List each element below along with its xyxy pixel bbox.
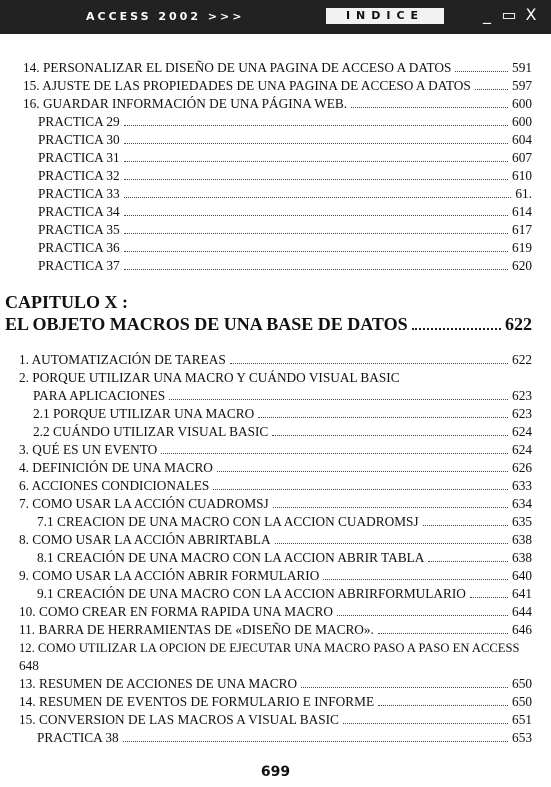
toc-entry: PRACTICA 31 607 bbox=[38, 150, 532, 165]
app-title: ACCESS 2002 >>> bbox=[86, 10, 245, 23]
toc-entry: 14. RESUMEN DE EVENTOS DE FORMULARIO E INFORME 650 bbox=[19, 694, 532, 709]
toc-entry: PRACTICA 37 620 bbox=[38, 258, 532, 273]
toc-entry: 8.1 CREACIÓN DE UNA MACRO CON LA ACCION ABRIR TABLA 638 bbox=[37, 550, 532, 565]
toc-entry: 14. PERSONALIZAR EL DISEÑO DE UNA PAGINA DE ACCESO A DATOS 591 bbox=[23, 60, 532, 75]
toc-entry: 2.2 CUÁNDO UTILIZAR VISUAL BASIC 624 bbox=[33, 424, 532, 439]
toc-entry-page: 648 bbox=[19, 658, 39, 673]
toc-entry: 8. COMO USAR LA ACCIÓN ABRIRTABLA 638 bbox=[19, 532, 532, 547]
toc-entry: PRACTICA 32 610 bbox=[38, 168, 532, 183]
toc-entry: 15. AJUSTE DE LAS PROPIEDADES DE UNA PAGINA DE ACCESO A DATOS 597 bbox=[23, 78, 532, 93]
chapter-heading: CAPITULO X : bbox=[5, 292, 129, 312]
toc-entry: 13. RESUMEN DE ACCIONES DE UNA MACRO 650 bbox=[19, 676, 532, 691]
restore-icon[interactable]: ▭ bbox=[501, 5, 517, 24]
toc-entry: 16. GUARDAR INFORMACIÓN DE UNA PÁGINA WEB. 600 bbox=[23, 96, 532, 111]
close-icon[interactable]: X bbox=[525, 5, 537, 24]
toc-entry: 7. COMO USAR LA ACCIÓN CUADROMSJ 634 bbox=[19, 496, 532, 511]
toc-entry: 3. QUÉ ES UN EVENTO 624 bbox=[19, 442, 532, 457]
toc-entry: PRACTICA 34 614 bbox=[38, 204, 532, 219]
toc-entry: PARA APLICACIONES 623 bbox=[33, 388, 532, 403]
toc-entry: 10. COMO CREAR EN FORMA RAPIDA UNA MACRO 644 bbox=[19, 604, 532, 619]
toc-entry: PRACTICA 33 61. bbox=[38, 186, 532, 201]
page-number: 699 bbox=[260, 764, 291, 780]
toc-entry: 1. AUTOMATIZACIÓN DE TAREAS 622 bbox=[19, 352, 532, 367]
toc-entry: 15. CONVERSION DE LAS MACROS A VISUAL BASIC 651 bbox=[19, 712, 532, 727]
toc-entry: 9.1 CREACIÓN DE UNA MACRO CON LA ACCION ABRIRFORMULARIO 641 bbox=[37, 586, 532, 601]
toc-entry: 6. ACCIONES CONDICIONALES 633 bbox=[19, 478, 532, 493]
toc-entry: 2.1 PORQUE UTILIZAR UNA MACRO 623 bbox=[33, 406, 532, 421]
toc-entry: PRACTICA 35 617 bbox=[38, 222, 532, 237]
toc-entry-line: 12. COMO UTILIZAR LA OPCION DE EJECUTAR UNA MACRO PASO A PASO EN ACCESS bbox=[19, 641, 520, 655]
toc-entry: PRACTICA 36 619 bbox=[38, 240, 532, 255]
toc-entry: 11. BARRA DE HERRAMIENTAS DE «DISEÑO DE MACRO». 646 bbox=[19, 622, 532, 637]
toc-entry: 9. COMO USAR LA ACCIÓN ABRIR FORMULARIO 640 bbox=[19, 568, 532, 583]
toc-entry: PRACTICA 30 604 bbox=[38, 132, 532, 147]
toc-entry: 7.1 CREACION DE UNA MACRO CON LA ACCION CUADROMSJ 635 bbox=[37, 514, 532, 529]
minimize-icon[interactable]: _ bbox=[483, 5, 491, 24]
chapter-title-entry: EL OBJETO MACROS DE UNA BASE DE DATOS 622 bbox=[5, 314, 532, 334]
toc-entry-line: 2. PORQUE UTILIZAR UNA MACRO Y CUÁNDO VISUAL BASIC bbox=[19, 370, 400, 385]
toc-entry: PRACTICA 38 653 bbox=[37, 730, 532, 745]
toc-entry: PRACTICA 29 600 bbox=[38, 114, 532, 129]
title-bar bbox=[0, 0, 551, 34]
toc-entry: 4. DEFINICIÓN DE UNA MACRO 626 bbox=[19, 460, 532, 475]
index-label: INDICE bbox=[326, 8, 444, 24]
